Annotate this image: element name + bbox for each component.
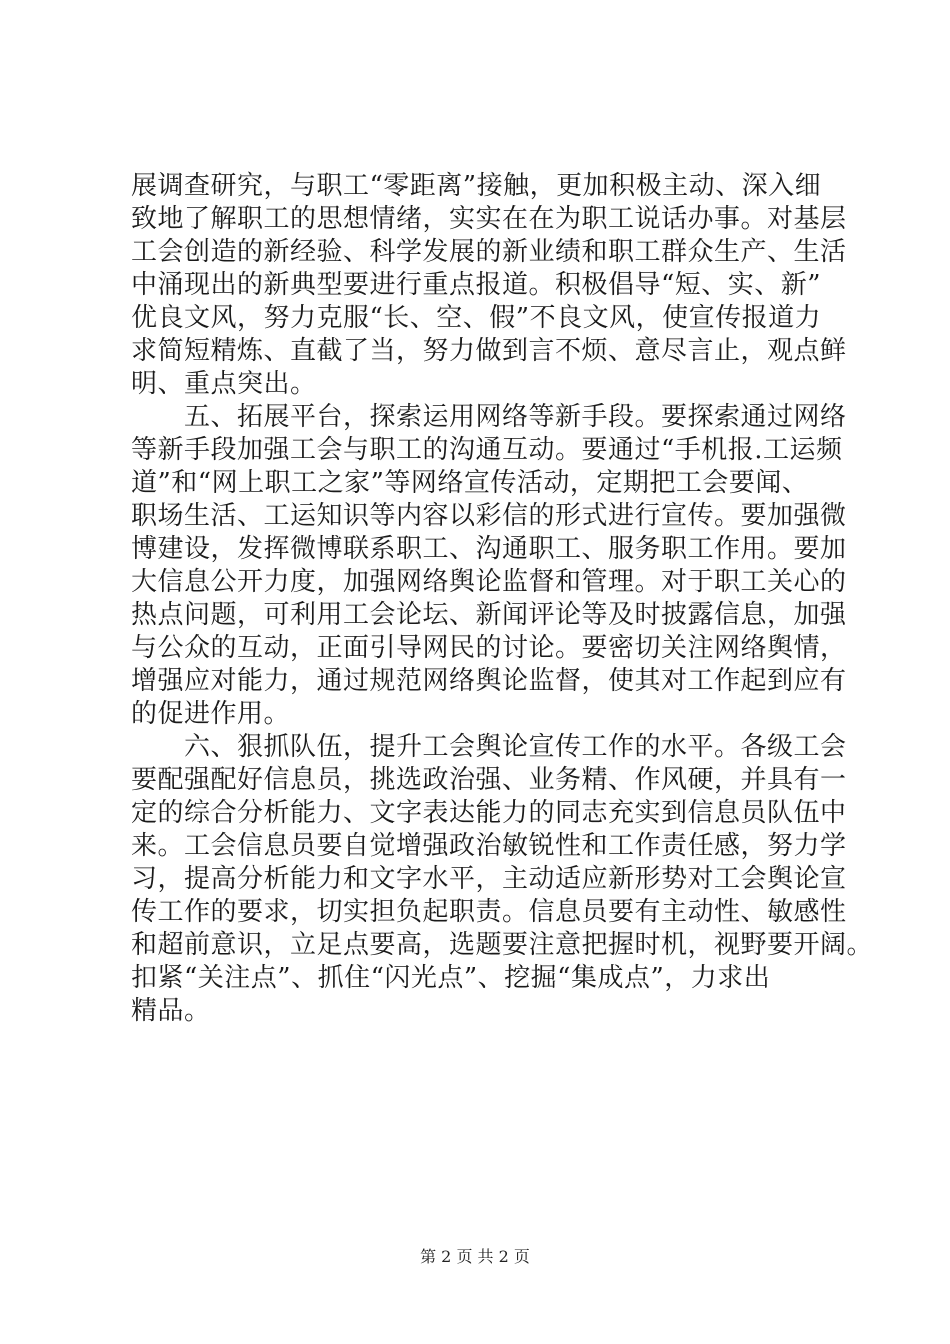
text-line: 的促进作用。 (131, 699, 291, 729)
text-line: 与公众的互动，正面引导网民的讨论。要密切关注网络舆情， (131, 633, 847, 663)
text-line: 明、重点突出。 (131, 369, 317, 399)
document-body (131, 170, 874, 1028)
text-line: 定的综合分析能力、文字表达能力的同志充实到信息员队伍中 (131, 798, 847, 828)
text-line: 博建设，发挥微博联系职工、沟通职工、服务职工作用。要加 (131, 534, 847, 564)
text-line: 精品。 (131, 996, 211, 1026)
text-line: 来。工会信息员要自觉增强政治敏锐性和工作责任感，努力学 (131, 831, 847, 861)
page-number-label: 第 2 页 共 2 页 (420, 1247, 530, 1266)
text-line: 求简短精炼、直截了当，努力做到言不烦、意尽言止，观点鲜 (131, 336, 847, 366)
text-line: 习，提高分析能力和文字水平，主动适应新形势对工会舆论宣 (131, 864, 847, 894)
text-line: 优良文风，努力克服“长、空、假”不良文风，使宣传报道力 (131, 303, 822, 333)
text-line: 职场生活、工运知识等内容以彩信的形式进行宣传。要加强微 (131, 501, 847, 531)
text-line: 热点问题，可利用工会论坛、新闻评论等及时披露信息，加强 (131, 600, 847, 630)
text-line: 要配强配好信息员，挑选政治强、业务精、作风硬，并具有一 (131, 765, 847, 795)
text-line: 等新手段加强工会与职工的沟通互动。要通过“手机报.工运频 (131, 435, 843, 465)
page-footer (0, 1244, 950, 1267)
text-line: 道”和“网上职工之家”等网络宣传活动，定期把工会要闻、 (131, 468, 809, 498)
text-line: 大信息公开力度，加强网络舆论监督和管理。对于职工关心的 (131, 567, 847, 597)
text-line: 增强应对能力，通过规范网络舆论监督，使其对工作起到应有 (131, 666, 847, 696)
text-line: 致地了解职工的思想情绪，实实在在为职工说话办事。对基层 (131, 204, 847, 234)
text-line: 扣紧“关注点”、抓住“闪光点”、挖掘“集成点”，力求出 (131, 963, 771, 993)
text-line: 展调查研究，与职工“零距离”接触，更加积极主动、深入细 (131, 171, 822, 201)
text-line: 工会创造的新经验、科学发展的新业绩和职工群众生产、生活 (131, 237, 847, 267)
text-line: 和超前意识，立足点要高，选题要注意把握时机，视野要开阔。 (131, 930, 874, 960)
text-line: 六、狠抓队伍，提升工会舆论宣传工作的水平。各级工会 (131, 732, 847, 762)
text-line: 中涌现出的新典型要进行重点报道。积极倡导“短、实、新” (131, 270, 822, 300)
text-line: 传工作的要求，切实担负起职责。信息员要有主动性、敏感性 (131, 897, 847, 927)
text-line: 五、拓展平台，探索运用网络等新手段。要探索通过网络 (131, 402, 847, 432)
